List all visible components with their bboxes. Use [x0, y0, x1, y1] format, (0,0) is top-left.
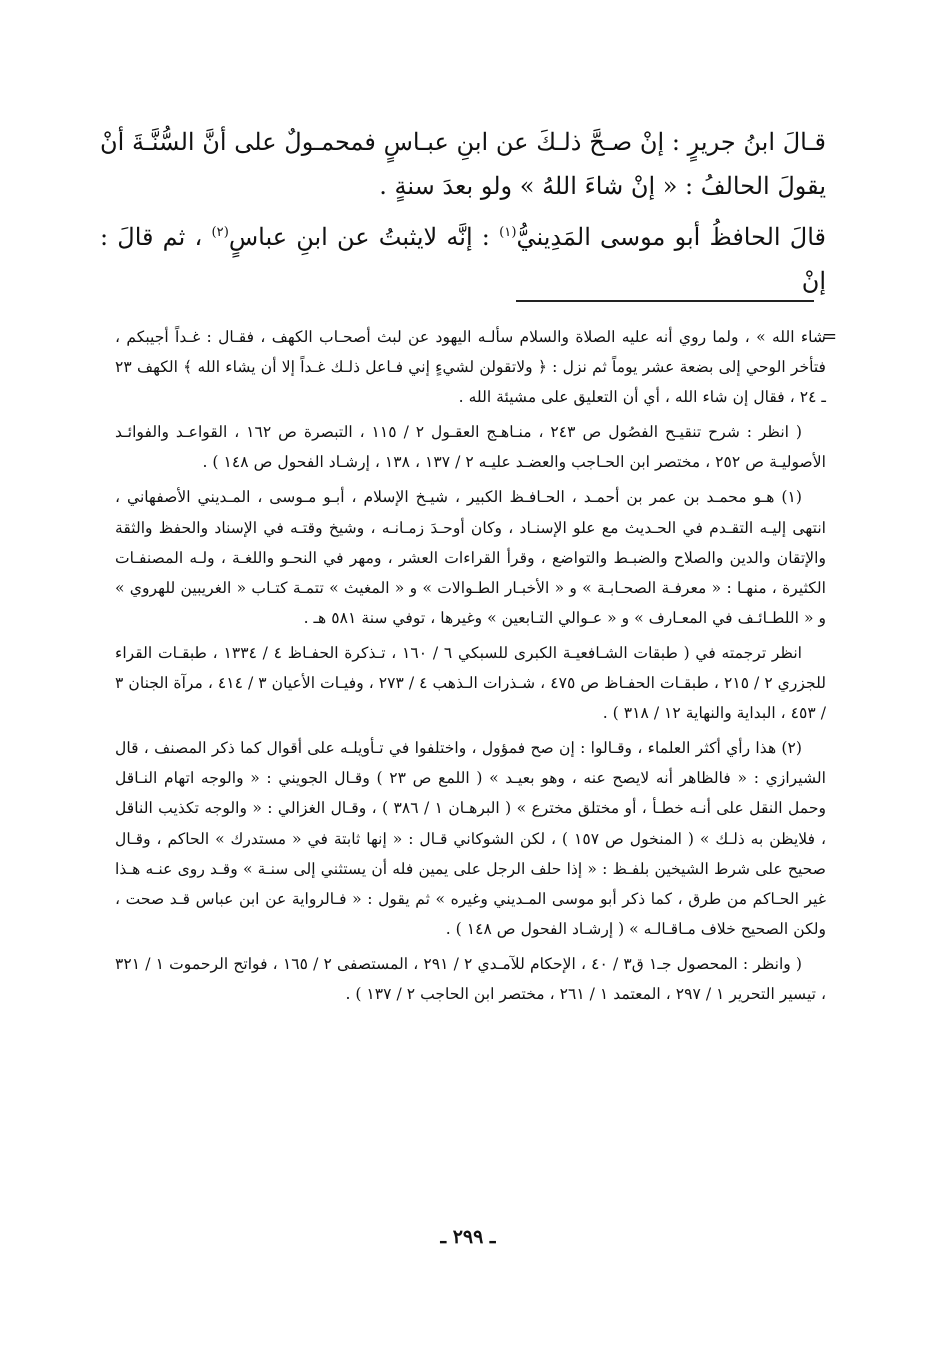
- main-paragraph-2-part-b: : إنَّه لايثبتُ عن ابنِ عباسٍ: [228, 222, 500, 251]
- main-paragraph-2-part-c: ، ثم قالَ : إنْ: [100, 222, 826, 296]
- footnote-2-references: ( وانظر : المحصول جـ١ ق٣ / ٤٠ ، الإحكام للآمـدي ٢ / ٢٩١ ، المستصفى ٢ / ١٦٥ ، فواتح الرحموت ١ / ٣٢١ ، تيسير التحرير ١ / ٢٩٧ ، المعتمد ١ / ٢٦١ ، مختصر ابن الحاجب ٢ / ١٣٧ ) .: [115, 954, 826, 1003]
- main-paragraph-1: قـالَ ابنُ جريرٍ : إنْ صـحَّ ذلـكَ عن ابنِ عبـاسٍ فمحمـولٌ على أنَّ السُّنَّـةَ أنْ يقولَ الحالفُ : « إنْ شاءَ اللهُ » ولو بعدَ سنةٍ .: [100, 128, 826, 201]
- main-text: [100, 120, 826, 310]
- main-paragraph-2: [100, 215, 826, 304]
- footnote-1-references: انظر ترجمته في ( طبقات الشـافعيـة الكبرى للسبكي ٦ / ١٦٠ ، تـذكرة الحفـاظ ٤ / ١٣٣٤ ، طبقـات القراء للجزري ٢ / ٢١٥ ، طبقـات الحفـاظ ص ٤٧٥ ، شـذرات الـذهب ٤ / ٢٧٣ ، وفيـات الأعيان ٣ / ٤١٤ ، مرآة الجنان ٣ / ٤٥٣ ، البداية والنهاية ١٢ / ٣١٨ ) .: [115, 643, 827, 723]
- main-paragraph-2-part-a: قالَ الحافظُ أبو موسى المَدِينيُّ: [516, 222, 826, 251]
- footnote-continued-references: ( انظر : شرح تنقيـح الفصُول ص ٢٤٣ ، منـاهـج العقـول ٢ / ١١٥ ، التبصرة ص ١٦٢ ، القواعـد والفوائـد الأصوليـة ص ٢٥٢ ، مختصر ابن الحـاجب والعضـد عليـه ٢ / ١٣٧ ، ١٣٨ ، إرشـاد الفحول ص ١٤٨ ) .: [115, 423, 826, 472]
- footnote-ref-1: (١): [499, 224, 517, 240]
- footnote-continued-text: شاء الله » ، ولما روي أنه عليه الصلاة والسلام سألـه اليهود عن لبث أصحـاب الكهف ، فقـال : غـداً أجيبكم ، فتأخر الوحي إلى بضعة عشر يوماً ثم نزل : ﴿ ولاتقولن لشيءٍ إني فـاعل ذلـك غـداً إلا أن يشاء الله ﴾ الكهف ٢٣ ـ ٢٤ ، فقال إن شاء الله ، أي أن التعليق على مشيئة الله .: [115, 328, 826, 407]
- footnotes: [115, 322, 826, 1014]
- footnote-2-text: (٢) هذا رأي أكثر العلماء ، وقـالوا : إن صح فمؤول ، واختلفوا في تـأويلـه على أقوال كما ذكر المصنف ، قال الشيرازي : « فالظاهر أنه لايصح عنه ، وهو بعيـد » ( اللمع ص ٢٣ ) وقـال الجويني : « والوجه اتهام النـاقل وحمل النقل على أنـه خطـأ ، أو مختلق مخترع » ( البرهـان ١ / ٣٨٦ ) ، وقـال الغزالي : « والوجه تكذيب الناقل ، فلايظن به ذلـك » ( المنخول ص ١٥٧ ) ، لكن الشوكاني قـال : « إنها ثابتة في « مستدرك » الحاكم ، وقـال صحيح على شرط الشيخين بلفـظ : « إذا حلف الرجل على يمين فله أن يستثني إلى سنـة » وقـد روى عنـه هـذا غير الحـاكم من طرق ، كما ذكر أبو موسى المـديني وغيره » ثم يقول : « فـالرواية عن ابن عباس قـد صحت ، ولكن الصحيح خلاف مـاقـالـه » ( إرشـاد الفحول ص ١٤٨ ) .: [115, 739, 826, 938]
- footnote-ref-2: (٢): [211, 224, 229, 240]
- footnote-separator: [516, 300, 814, 302]
- continuation-mark: =: [822, 326, 838, 347]
- page-number: ـ ٢٩٩ ـ: [440, 1226, 496, 1248]
- footnote-1-biography: (١) هـو محمـد بن عمر بن أحمـد ، الحـافـظ الكبير ، شيـخ الإسلام ، أبـو مـوسى ، المـديني الأصفهاني ، انتهى إليـه التقـدم في الحـديث مع علو الإسنـاد ، وكان أوحـدَ زمـانـه ، وشيخ وقتـه في الإسناد والحفظ والثقة والإتقان والدين والصلاح والضبـط والتواضع ، وقرأ القراءات العشر ، ومهر في النحـو واللغـة ، ولـه المصنفـات الكثيرة ، منهـا : « معرفـة الصحـابـة » و « الأخبـار الطـوالات » و « المغيث » تتمـة كتـاب « الغريبين للهروي » و « اللطـائـف في المعـارف » و « عـوالي التـابعين » وغيرها ، توفي سنة ٥٨١ هـ .: [115, 488, 826, 627]
